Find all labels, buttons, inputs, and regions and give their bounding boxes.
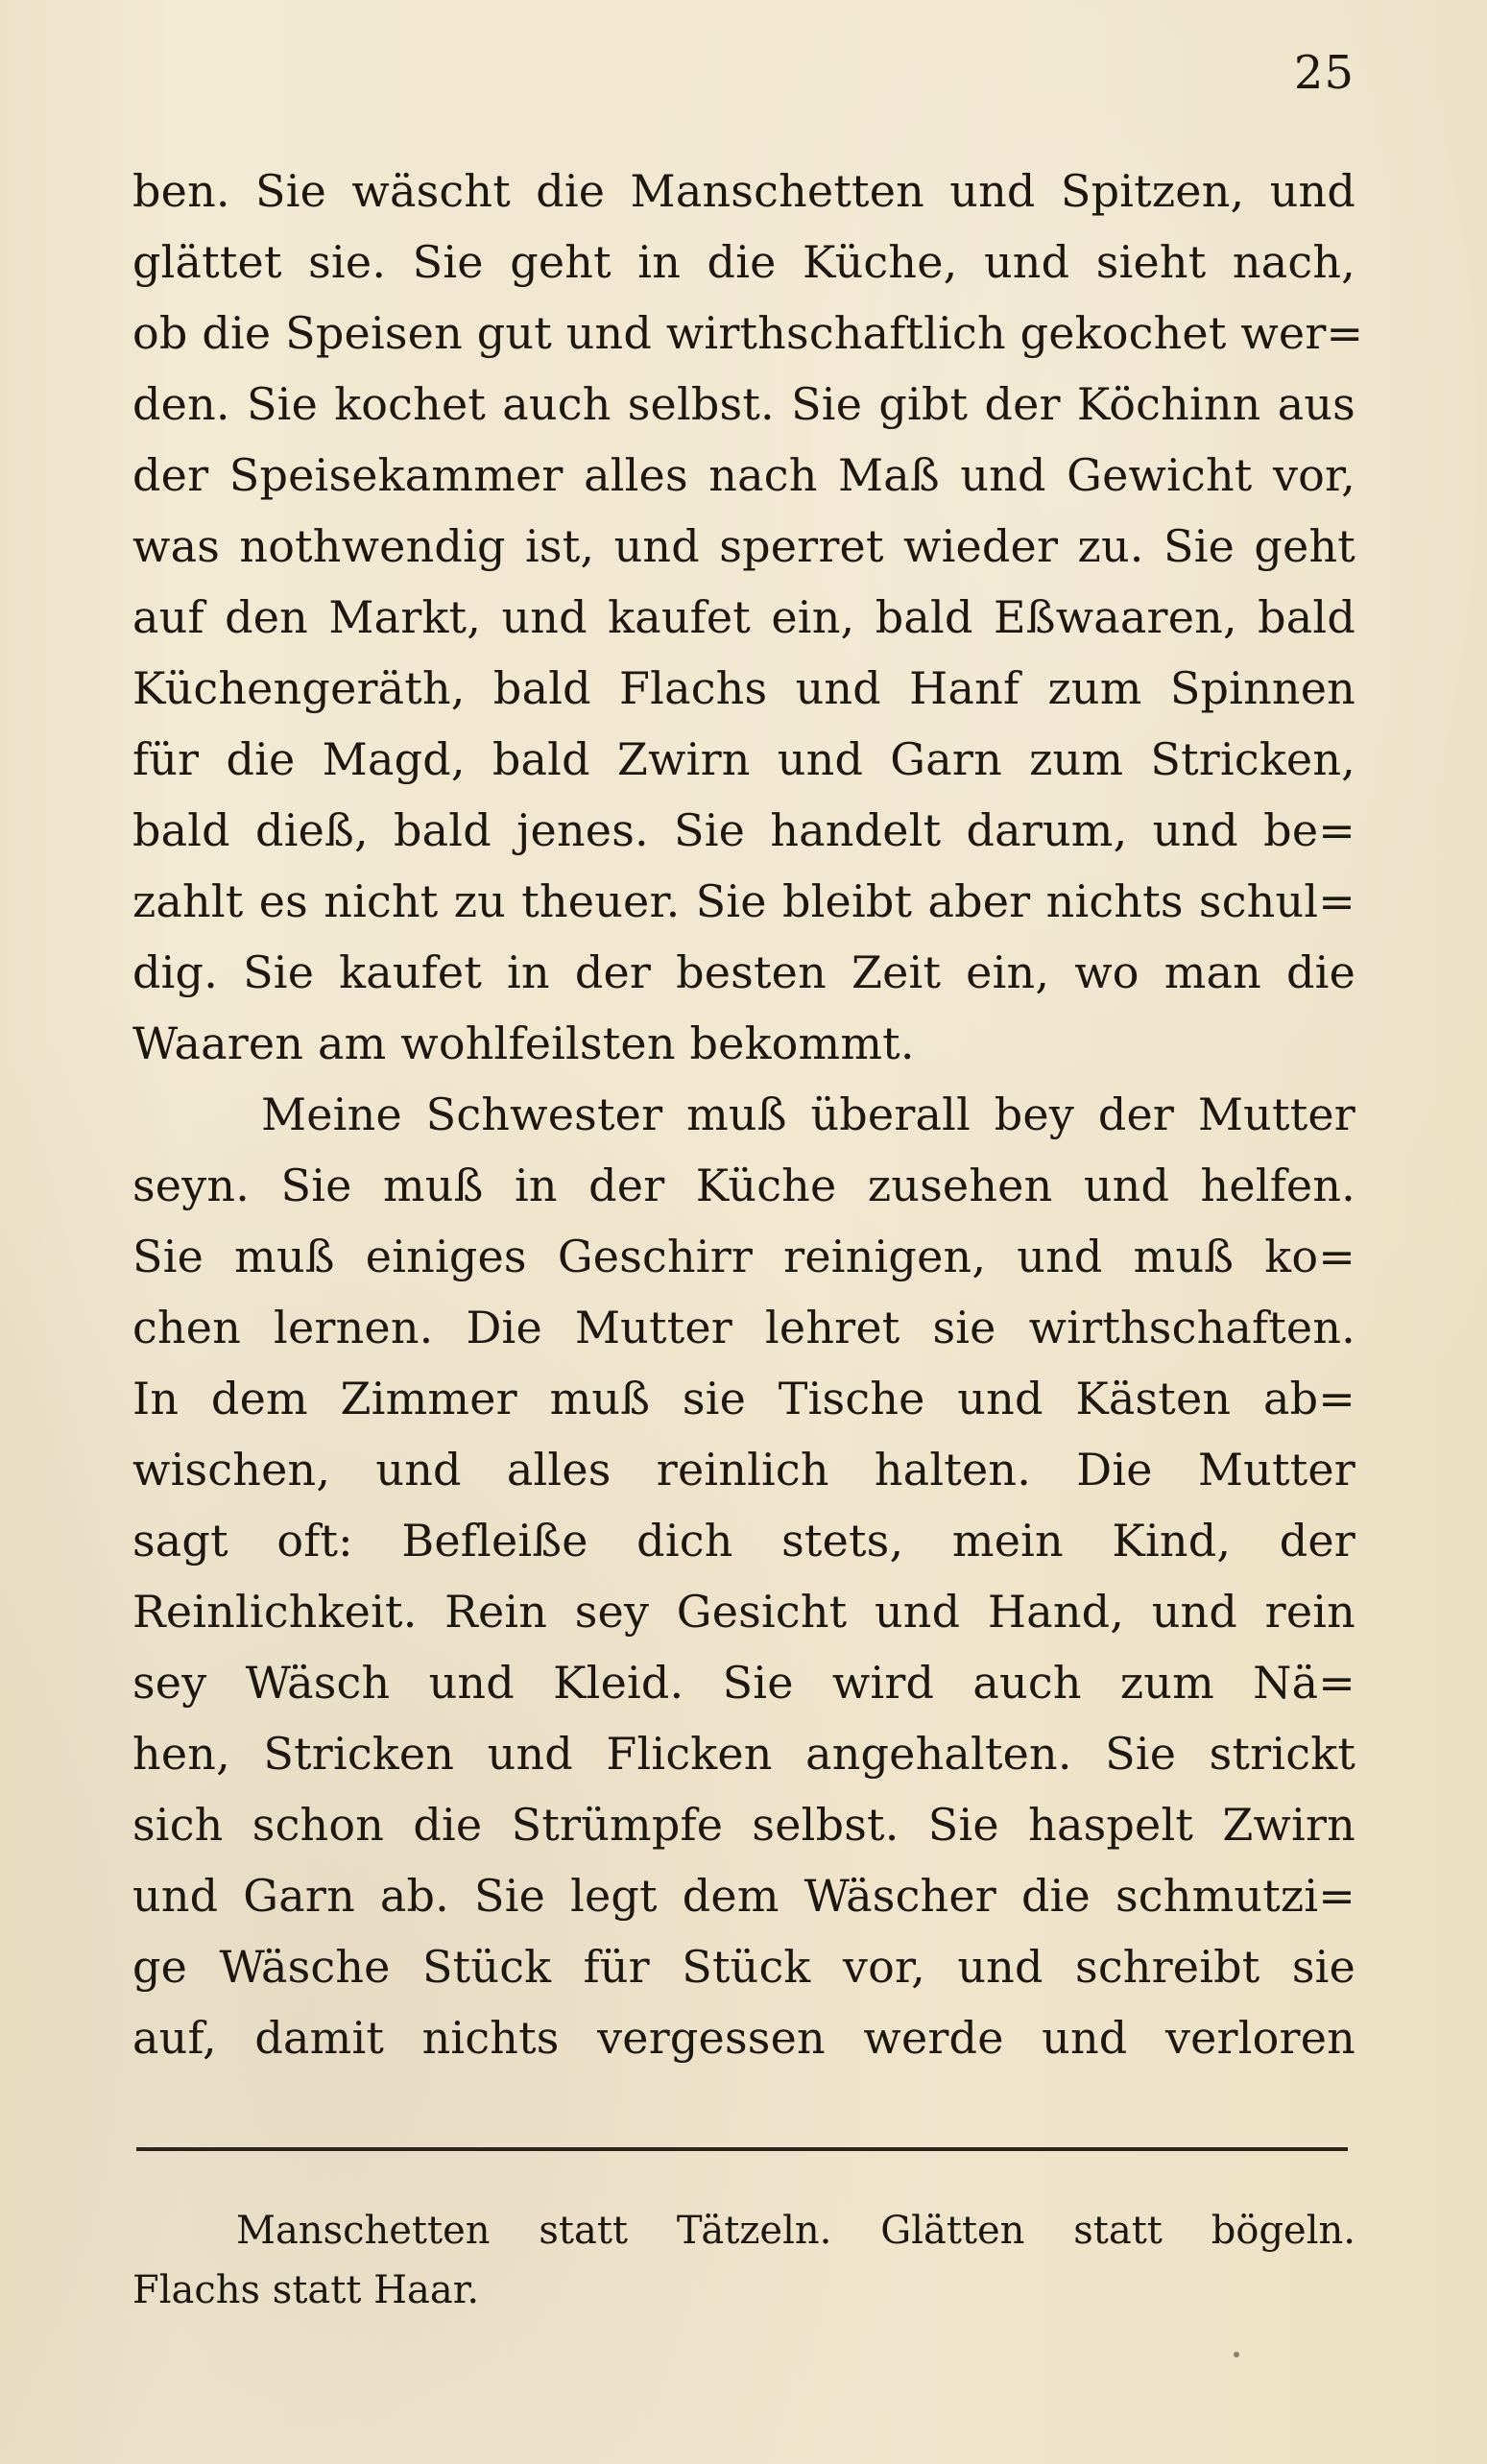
main-text-block — [132, 155, 1364, 2073]
text-line: Reinlichkeit. Rein sey Gesicht und Hand, und rein — [132, 1586, 1355, 1638]
text-line: ben. Sie wäscht die Manschetten und Spitzen, und — [132, 165, 1355, 217]
text-line: den. Sie kochet auch selbst. Sie gibt der Köchinn aus — [132, 378, 1355, 430]
text-line: ge Wäsche Stück für Stück vor, und schreibt sie — [132, 1941, 1355, 1993]
text-line: ob die Speisen gut und wirthschaftlich gekochet wer= — [132, 307, 1364, 359]
paragraph-end-line: Waaren am wohlfeilsten bekommt. — [132, 1017, 915, 1069]
text-line: Sie muß einiges Geschirr reinigen, und muß ko= — [132, 1231, 1355, 1282]
text-line: sey Wäsch und Kleid. Sie wird auch zum Nä= — [132, 1657, 1355, 1709]
text-line: Küchengeräth, bald Flachs und Hanf zum Spinnen — [132, 662, 1355, 714]
text-line: hen, Stricken und Flicken angehalten. Sie strickt — [132, 1728, 1355, 1780]
text-line: dig. Sie kaufet in der besten Zeit ein, wo man die — [132, 946, 1355, 998]
text-line: für die Magd, bald Zwirn und Garn zum Stricken, — [132, 733, 1355, 785]
text-line: sagt oft: Befleiße dich stets, mein Kind, der — [132, 1515, 1355, 1567]
page-number: 25 — [1293, 46, 1355, 100]
text-line: auf den Markt, und kaufet ein, bald Eßwaaren, bald — [132, 591, 1355, 643]
footnote-divider — [136, 2147, 1348, 2151]
footnote-line: Flachs statt Haar. — [132, 2268, 480, 2312]
ink-speck — [1234, 2352, 1239, 2357]
text-line: glättet sie. Sie geht in die Küche, und sieht nach, — [132, 236, 1355, 288]
text-line: In dem Zimmer muß sie Tische und Kästen ab= — [132, 1373, 1355, 1424]
paragraph-start-line: Meine Schwester muß überall bey der Mutter — [261, 1088, 1355, 1140]
text-line: und Garn ab. Sie legt dem Wäscher die schmutzi= — [132, 1870, 1355, 1922]
text-line: chen lernen. Die Mutter lehret sie wirthschaften. — [132, 1302, 1355, 1353]
text-line: sich schon die Strümpfe selbst. Sie haspelt Zwirn — [132, 1799, 1355, 1851]
footnote-block — [132, 2201, 1355, 2320]
text-line: seyn. Sie muß in der Küche zusehen und helfen. — [132, 1160, 1355, 1211]
text-line: zahlt es nicht zu theuer. Sie bleibt aber nichts schul= — [132, 875, 1355, 927]
text-line: der Speisekammer alles nach Maß und Gewicht vor, — [132, 449, 1355, 501]
footnote-line: Manschetten statt Tätzeln. Glätten statt bögeln. — [236, 2209, 1355, 2253]
text-line: was nothwendig ist, und sperret wieder zu. Sie geht — [132, 520, 1355, 572]
text-line: wischen, und alles reinlich halten. Die Mutter — [132, 1444, 1355, 1495]
text-line: bald dieß, bald jenes. Sie handelt darum, und be= — [132, 804, 1355, 856]
text-line: auf, damit nichts vergessen werde und verloren — [132, 2012, 1355, 2064]
